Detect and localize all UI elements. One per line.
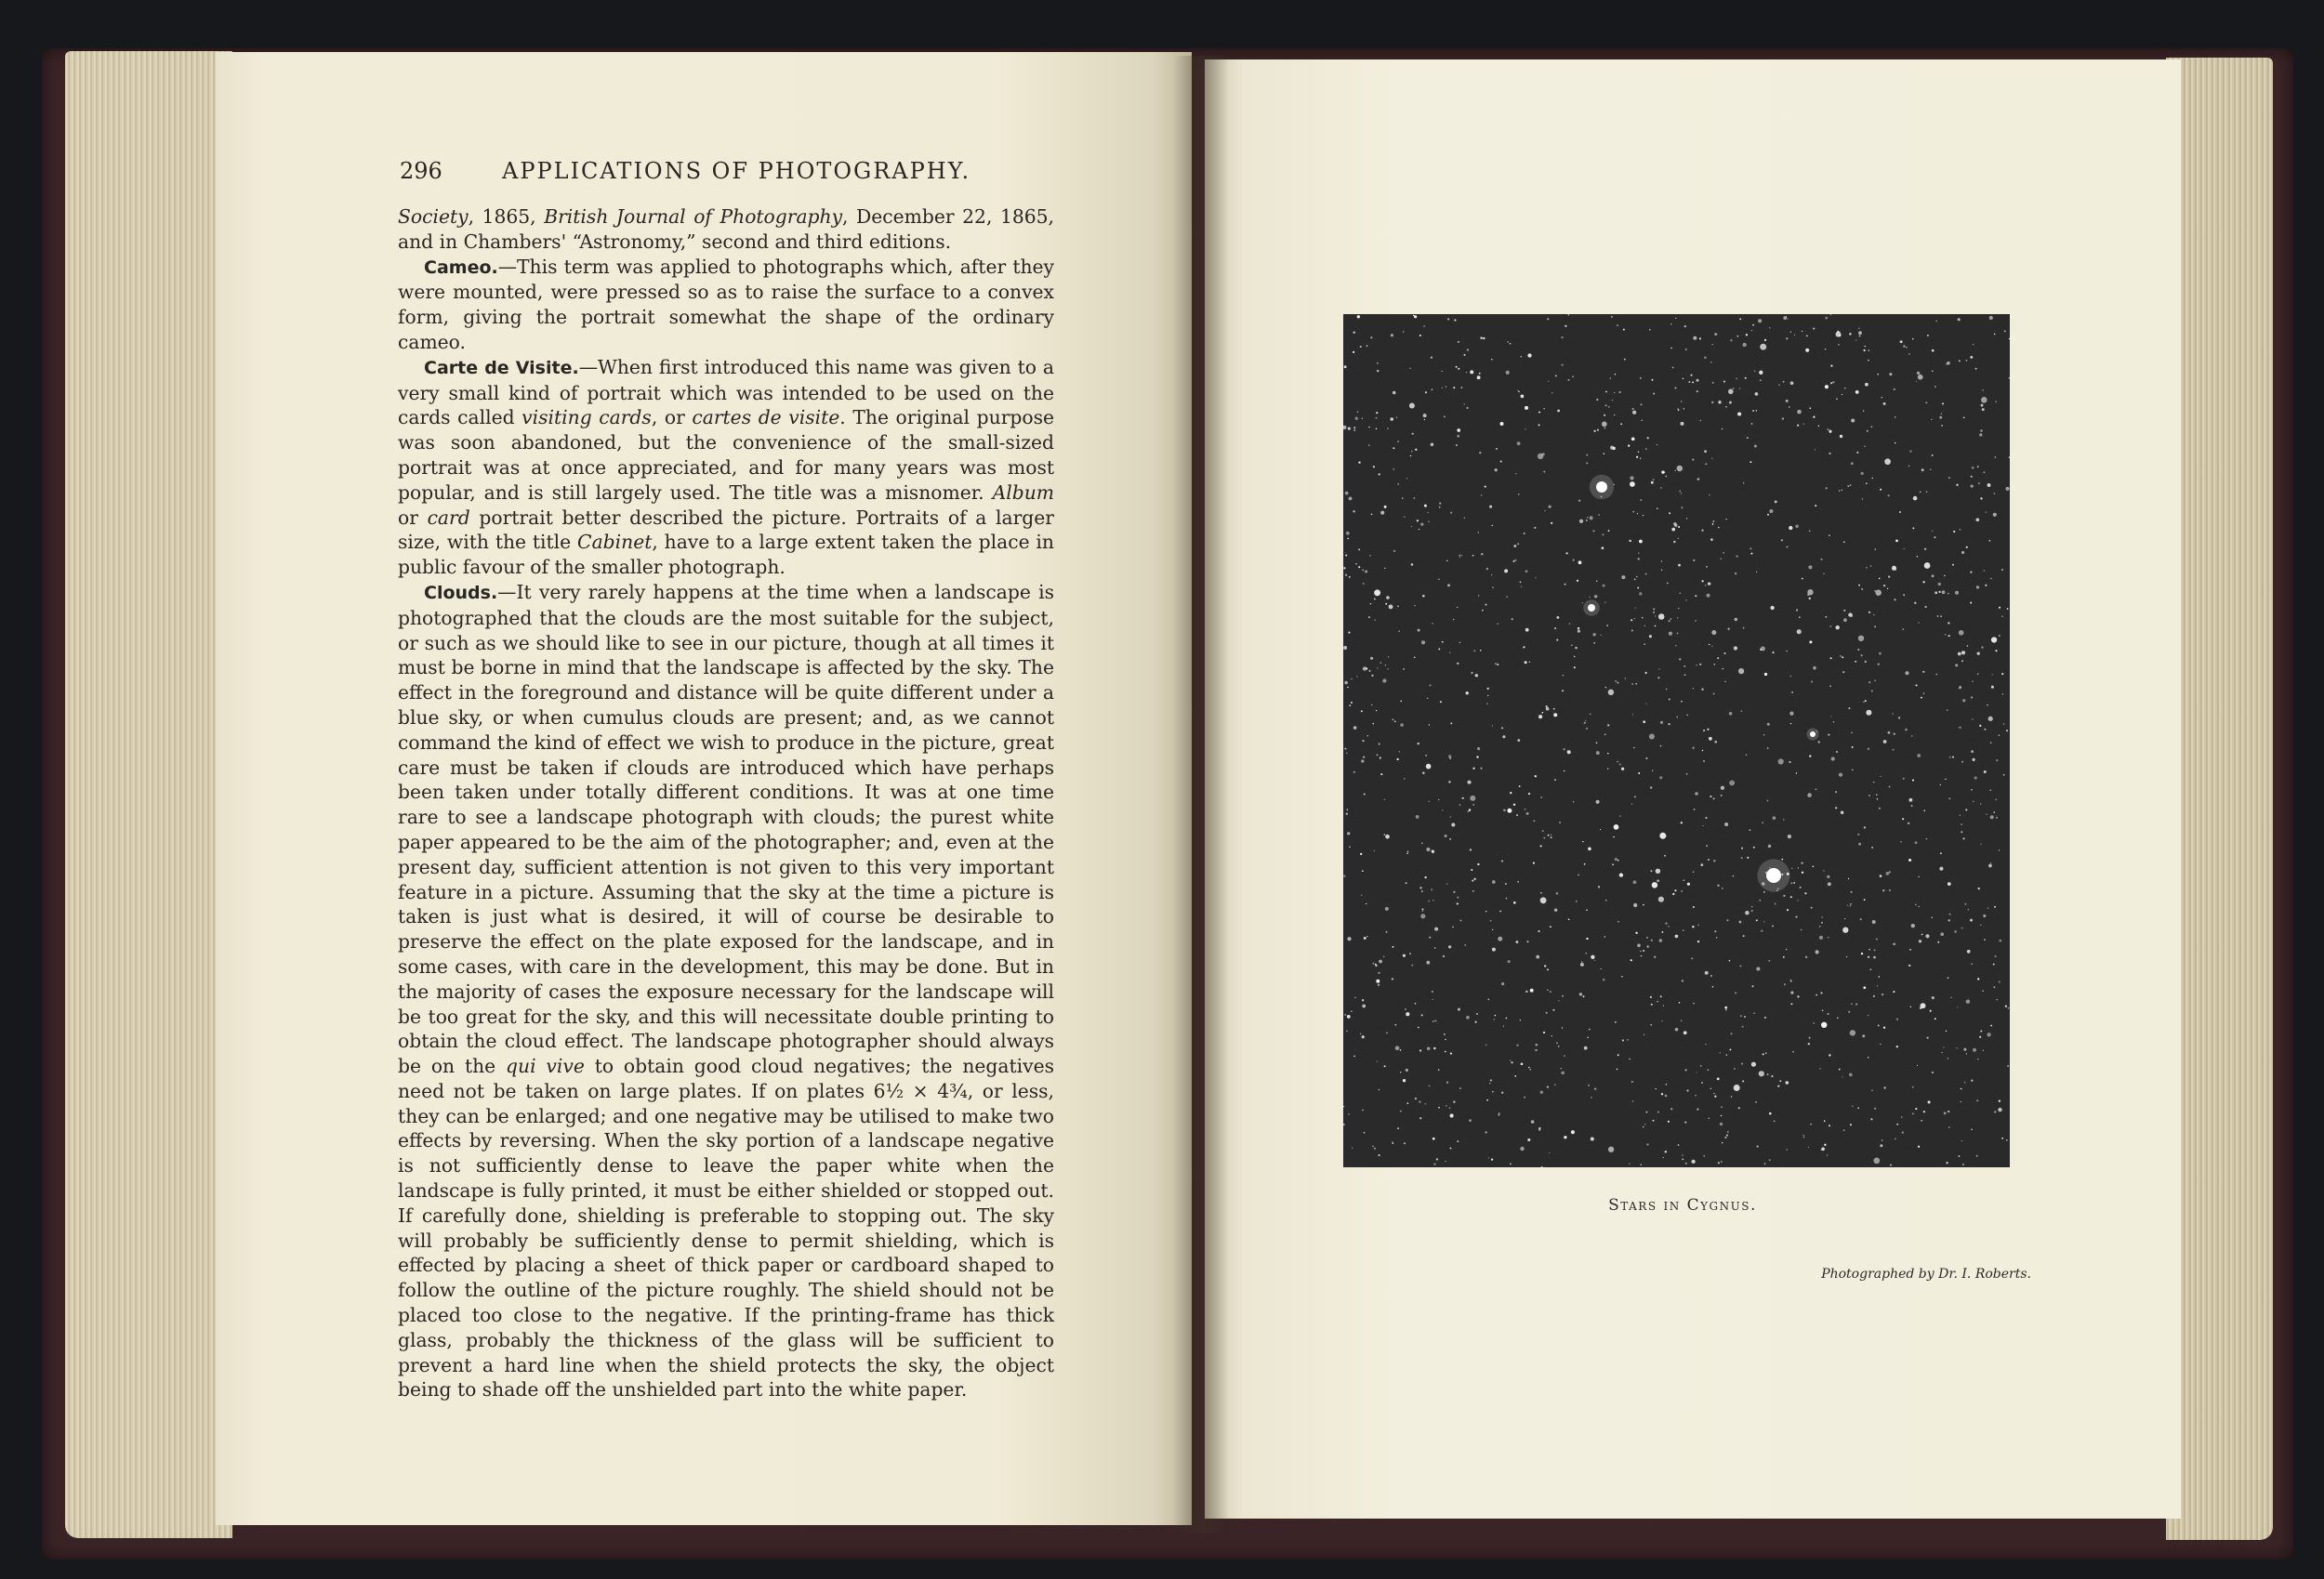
page-edges-right [2166, 58, 2273, 1540]
entry-text: —When first introduced this name was given to a very small kind of portrait which was intended to be used on the cards called [398, 355, 1054, 429]
citation-society: Society [398, 205, 469, 228]
entry-text: , or [651, 406, 693, 429]
plate-caption: Stars in Cygnus. [1608, 1196, 1757, 1215]
citation-text: , December 22, 1865, and in Chambers' “Astronomy,” second and third editions. [398, 205, 1055, 253]
italic-text: cartes de visite [692, 406, 840, 429]
page-edges-left [65, 51, 232, 1538]
entry-term-cameo: Cameo. [424, 257, 498, 278]
italic-text: Album [992, 480, 1054, 504]
body-text [398, 204, 1054, 1402]
italic-text: visiting cards [522, 406, 652, 429]
star-field-photograph [1343, 314, 2010, 1167]
paragraph-carte-de-visite [398, 355, 1054, 580]
entry-text: , have to a large extent taken the place in public favour of the smaller photograph. [398, 531, 1054, 579]
italic-text: qui vive [506, 1055, 585, 1078]
italic-text: card [427, 506, 470, 529]
page-header [400, 158, 1050, 199]
running-head: APPLICATIONS OF PHOTOGRAPHY. [502, 158, 971, 184]
star-field-image [1343, 314, 2010, 1167]
entry-text: portrait better described the picture. Portraits of a larger size, with the title [398, 506, 1054, 554]
paragraph-citation [398, 204, 1054, 255]
citation-journal: British Journal of Photography [544, 205, 843, 228]
book-gutter [1173, 56, 1229, 1533]
entry-text: —It very rarely happens at the time when a landscape is photographed that the clouds are the most suitable for the subject, or such as we should like to see in our picture, though at all times it must be borne in mind that the landscape is affected by the sky. The effect in the foreground and distance will be quite different under a blue sky, or when cumulus clouds are present; and, as we cannot command the kind of effect we wish to produce in the picture, great care must be taken if clouds are introduced which have perhaps been taken under totally different conditions. It was at one time rare to see a landscape photograph with clouds; the purest white paper appeared to be the aim of the photographer; and, even at the present day, sufficient attention is not given to this very important feature in a picture. Assuming that the sky at the time a picture is taken is just what is desired, it will of course be desirable to preserve the effect on the plate exposed for the landscape, and in some cases, with care in the development, this may be done. But in the majority of cases the exposure necessary for the landscape will be too great for the sky, and this will necessitate double printing to obtain the cloud effect. The landscape photographer should always be on the [398, 580, 1054, 1078]
page-number: 296 [400, 158, 442, 184]
italic-text: Cabinet [577, 531, 653, 554]
entry-text: to obtain good cloud negatives; the negatives need not be taken on large plates. If on plates 6½ × 4¾, or less, they can be enlarged; and one negative may be utilised to make two effects by reversing. When the sky portion of a landscape negative is not sufficiently dense to leave the paper white when the landscape is fully printed, it must be either shielded or stopped out. If carefully done, shielding is preferable to stopping out. The sky will probably be sufficiently dense to permit shielding, which is effected by placing a sheet of thick paper or cardboard shaped to follow the outline of the picture roughly. The shield should not be placed too close to the negative. If the printing-frame has thick glass, probably the thickness of the glass will be sufficient to prevent a hard line when the shield protects the sky, the object being to shade off the unshielded part into the white paper. [398, 1055, 1054, 1401]
photo-credit: Photographed by Dr. I. Roberts. [1821, 1267, 2031, 1282]
paragraph-cameo [398, 255, 1054, 355]
citation-text: , 1865, [468, 205, 545, 228]
entry-text: . The original purpose was soon abandoned, but the convenience of the small-sized portrait was at once appreciated, and for many years was most popular, and is still largely used. The title was a misnomer. [398, 406, 1054, 504]
paragraph-clouds [398, 580, 1054, 1402]
entry-text: or [398, 506, 428, 529]
entry-term-clouds: Clouds. [424, 582, 498, 603]
entry-term-carte-de-visite: Carte de Visite. [424, 357, 579, 378]
entry-text: —This term was applied to photographs which, after they were mounted, were pressed so as to raise the surface to a convex form, giving the portrait somewhat the shape of the ordinary cameo. [398, 255, 1054, 353]
